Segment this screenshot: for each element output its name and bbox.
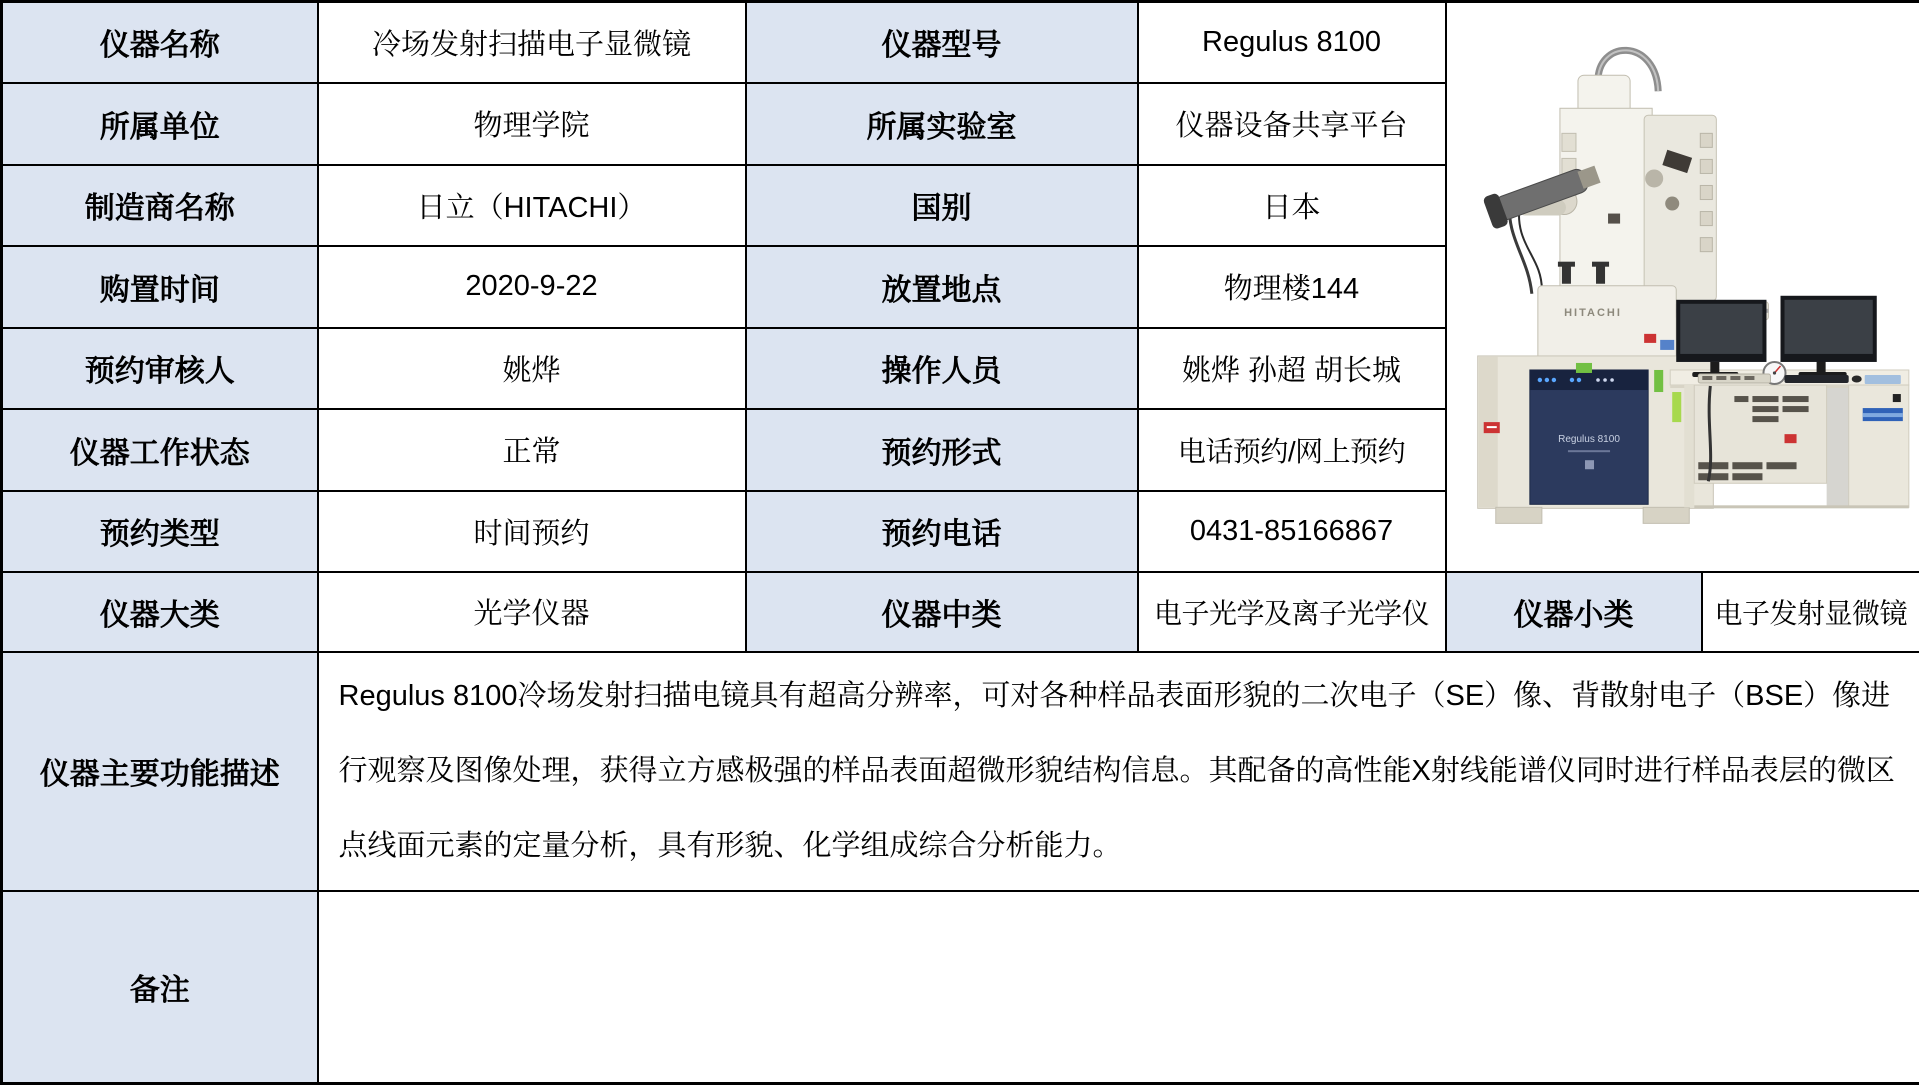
instrument-name-value: 冷场发射扫描电子显微镜 xyxy=(318,2,746,83)
table-row xyxy=(2,2,1919,83)
description-label: 仪器主要功能描述 xyxy=(2,652,318,891)
working-status-label: 仪器工作状态 xyxy=(2,409,318,491)
sem-instrument-illustration xyxy=(1447,3,1919,571)
middle-category-label: 仪器中类 xyxy=(746,572,1138,652)
description-row xyxy=(2,652,1919,891)
hitachi-brand-text: HITACHI xyxy=(1564,307,1622,319)
lab-value: 仪器设备共享平台 xyxy=(1138,83,1446,165)
unit-value: 物理学院 xyxy=(318,83,746,165)
country-value: 日本 xyxy=(1138,165,1446,246)
country-label: 国别 xyxy=(746,165,1138,246)
reservation-type-value: 时间预约 xyxy=(318,491,746,572)
remarks-label: 备注 xyxy=(2,891,318,1084)
purchase-date-label: 购置时间 xyxy=(2,246,318,328)
reservation-reviewer-label: 预约审核人 xyxy=(2,328,318,409)
operators-value: 姚烨 孙超 胡长城 xyxy=(1138,328,1446,409)
remarks-value xyxy=(318,891,1919,1084)
minor-category-label: 仪器小类 xyxy=(1446,572,1702,652)
instrument-name-label: 仪器名称 xyxy=(2,2,318,83)
manufacturer-value: 日立（HITACHI） xyxy=(318,165,746,246)
purchase-date-value: 2020-9-22 xyxy=(318,246,746,328)
major-category-value: 光学仪器 xyxy=(318,572,746,652)
model-value: Regulus 8100 xyxy=(1138,2,1446,83)
reservation-method-value: 电话预约/网上预约 xyxy=(1138,409,1446,491)
reservation-phone-label: 预约电话 xyxy=(746,491,1138,572)
minor-category-value: 电子发射显微镜 xyxy=(1702,572,1919,652)
location-label: 放置地点 xyxy=(746,246,1138,328)
unit-label: 所属单位 xyxy=(2,83,318,165)
reservation-reviewer-value: 姚烨 xyxy=(318,328,746,409)
working-status-value: 正常 xyxy=(318,409,746,491)
description-value: Regulus 8100冷场发射扫描电镜具有超高分辨率，可对各种样品表面形貌的二次电子（SE）像、背散射电子（BSE）像进行观察及图像处理，获得立方感极强的样品表面超微形貌结构信息。其配备的高性能X射线能谱仪同时进行样品表层的微区点线面元素的定量分析，具有形貌、化学组成综合分析能力。 xyxy=(318,652,1919,891)
location-value: 物理楼144 xyxy=(1138,246,1446,328)
manufacturer-label: 制造商名称 xyxy=(2,165,318,246)
reservation-phone-value: 0431-85166867 xyxy=(1138,491,1446,572)
instrument-photo xyxy=(1446,2,1919,572)
major-category-label: 仪器大类 xyxy=(2,572,318,652)
panel-model-text: Regulus 8100 xyxy=(1558,434,1620,445)
category-row xyxy=(2,572,1919,652)
model-label: 仪器型号 xyxy=(746,2,1138,83)
reservation-method-label: 预约形式 xyxy=(746,409,1138,491)
middle-category-value: 电子光学及离子光学仪 xyxy=(1138,572,1446,652)
remarks-row xyxy=(2,891,1919,1084)
reservation-type-label: 预约类型 xyxy=(2,491,318,572)
operators-label: 操作人员 xyxy=(746,328,1138,409)
lab-label: 所属实验室 xyxy=(746,83,1138,165)
